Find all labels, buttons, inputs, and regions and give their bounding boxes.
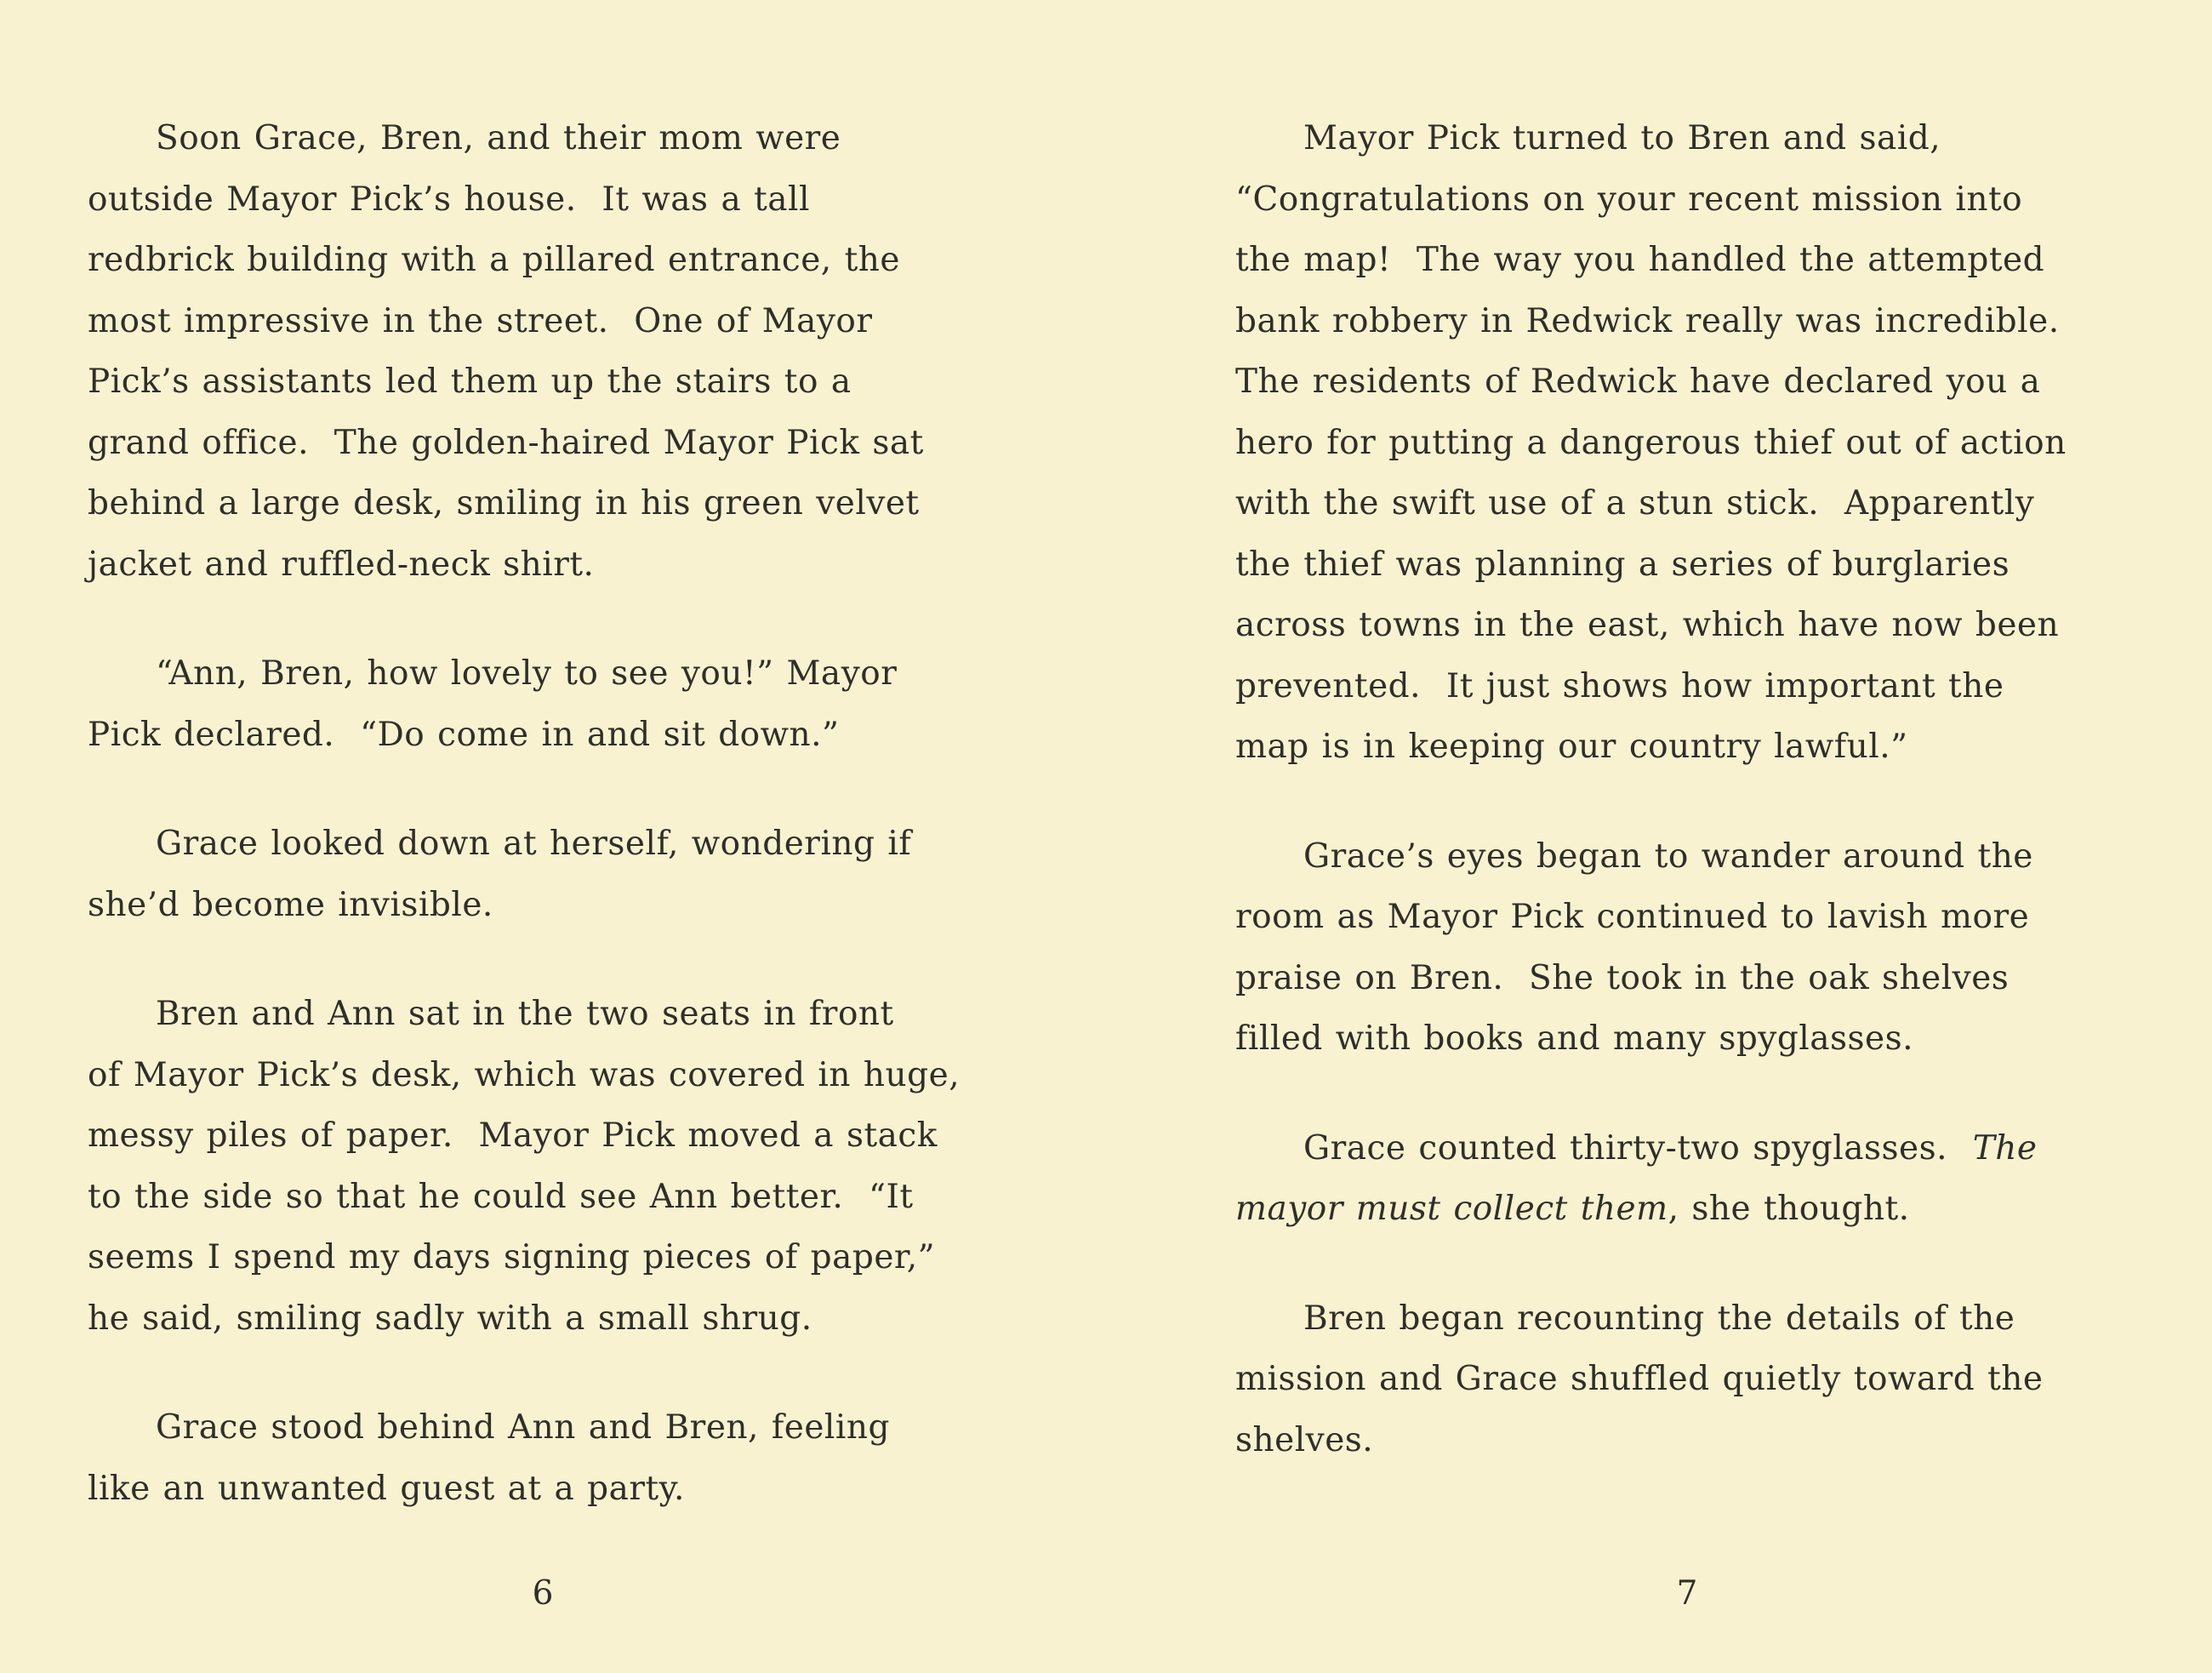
text-line xyxy=(1235,656,2139,717)
text-line xyxy=(1235,230,2139,291)
paragraph xyxy=(1235,1288,2139,1471)
text-line xyxy=(88,1167,998,1228)
text-line xyxy=(88,814,998,875)
text-run: filled with books and many spyglasses. xyxy=(1235,1019,1914,1058)
text-line xyxy=(88,413,998,474)
text-run: The residents of Redwick have declared you a xyxy=(1235,363,2041,401)
text-run: Bren began recounting the details of the xyxy=(1303,1299,2015,1338)
paragraph xyxy=(88,1397,998,1519)
page-right-text-block xyxy=(1235,108,2139,1470)
text-run: with the swift use of a stun stick. Apparently xyxy=(1235,484,2035,522)
text-run: of Mayor Pick’s desk, which was covered in huge, xyxy=(88,1055,961,1094)
text-run: “Congratulations on your recent mission into xyxy=(1235,180,2023,219)
text-line xyxy=(1235,1118,2139,1179)
text-run: Bren and Ann sat in the two seats in front xyxy=(156,995,894,1033)
text-line xyxy=(1235,413,2139,474)
text-run: jacket and ruffled-neck shirt. xyxy=(88,545,595,584)
text-run: hero for putting a dangerous thief out of action xyxy=(1235,423,2067,462)
text-run: mission and Grace shuffled quietly toward the xyxy=(1235,1360,2044,1398)
text-line xyxy=(88,1288,998,1350)
text-run: bank robbery in Redwick really was incredible. xyxy=(1235,301,2060,340)
text-line xyxy=(88,1459,998,1520)
page-number-left: 6 xyxy=(532,1574,554,1613)
text-run: grand office. The golden-haired Mayor Pick sat xyxy=(88,423,924,462)
paragraph xyxy=(1235,108,2139,778)
text-run: she’d become invisible. xyxy=(88,885,493,924)
text-run: map is in keeping our country lawful.” xyxy=(1235,728,1908,766)
text-line xyxy=(88,534,998,596)
text-line xyxy=(88,108,998,169)
paragraph xyxy=(88,984,998,1349)
text-line xyxy=(88,473,998,534)
text-line xyxy=(1235,534,2139,596)
page-number-right: 7 xyxy=(1676,1574,1698,1613)
text-line xyxy=(1235,887,2139,948)
text-run: outside Mayor Pick’s house. It was a tall xyxy=(88,180,810,219)
text-line xyxy=(1235,1349,2139,1410)
text-run: room as Mayor Pick continued to lavish more xyxy=(1235,898,2030,936)
text-run: Pick’s assistants led them up the stairs to a xyxy=(88,363,852,401)
text-line xyxy=(88,169,998,231)
text-run: “Ann, Bren, how lovely to see you!” Mayor xyxy=(156,654,898,693)
text-run: the map! The way you handled the attempted xyxy=(1235,241,2045,279)
text-line xyxy=(1235,595,2139,656)
text-line xyxy=(1235,351,2139,413)
text-line xyxy=(88,1227,998,1288)
text-line xyxy=(1235,1008,2139,1070)
text-run: Mayor Pick turned to Bren and said, xyxy=(1303,119,1941,157)
text-line xyxy=(1235,826,2139,888)
text-run: messy piles of paper. Mayor Pick moved a stack xyxy=(88,1116,938,1155)
text-line xyxy=(1235,169,2139,231)
text-run: shelves. xyxy=(1235,1420,1374,1459)
text-line xyxy=(1235,717,2139,778)
text-run: behind a large desk, smiling in his green velvet xyxy=(88,484,920,522)
paragraph xyxy=(88,814,998,935)
text-line xyxy=(1235,1179,2139,1240)
text-run: Grace looked down at herself, wondering if xyxy=(156,825,912,863)
text-line xyxy=(88,351,998,413)
text-line xyxy=(1235,1410,2139,1471)
text-line xyxy=(1235,473,2139,534)
text-run: , she thought. xyxy=(1668,1190,1910,1228)
text-line xyxy=(1235,108,2139,169)
text-line xyxy=(88,875,998,936)
text-line xyxy=(88,984,998,1045)
text-line xyxy=(88,1045,998,1106)
text-run-italic: The xyxy=(1972,1128,2038,1168)
page-left-text-block xyxy=(88,108,998,1519)
text-line xyxy=(88,643,998,705)
text-line xyxy=(88,1105,998,1167)
text-line xyxy=(88,291,998,352)
text-run: Grace counted thirty-two spyglasses. xyxy=(1303,1128,1973,1168)
paragraph xyxy=(1235,826,2139,1070)
text-run: Pick declared. “Do come in and sit down.” xyxy=(88,715,840,754)
text-run: prevented. It just shows how important the xyxy=(1235,666,2004,705)
paragraph xyxy=(88,643,998,765)
text-run: redbrick building with a pillared entrance, the xyxy=(88,241,900,279)
text-run: across towns in the east, which have now been xyxy=(1235,606,2060,644)
text-line xyxy=(1235,291,2139,352)
text-run: Soon Grace, Bren, and their mom were xyxy=(156,119,841,157)
text-line xyxy=(1235,1288,2139,1350)
text-run: he said, smiling sadly with a small shrug. xyxy=(88,1299,812,1338)
text-run: seems I spend my days signing pieces of paper,” xyxy=(88,1238,936,1276)
text-line xyxy=(88,1397,998,1459)
text-run: praise on Bren. She took in the oak shelves xyxy=(1235,958,2010,997)
text-line xyxy=(88,230,998,291)
page-right xyxy=(1106,0,2212,1673)
text-run: like an unwanted guest at a party. xyxy=(88,1469,685,1508)
text-run: most impressive in the street. One of Mayor xyxy=(88,301,873,340)
text-line xyxy=(88,705,998,766)
paragraph xyxy=(1235,1118,2139,1240)
text-line xyxy=(1235,948,2139,1009)
text-run: Grace’s eyes began to wander around the xyxy=(1303,836,2033,876)
text-run: to the side so that he could see Ann better. “It xyxy=(88,1177,914,1216)
paragraph xyxy=(88,108,998,595)
text-run: Grace stood behind Ann and Bren, feeling xyxy=(156,1408,890,1447)
text-run-italic: mayor must collect them xyxy=(1235,1190,1668,1228)
text-run: the thief was planning a series of burglaries xyxy=(1235,545,2010,584)
